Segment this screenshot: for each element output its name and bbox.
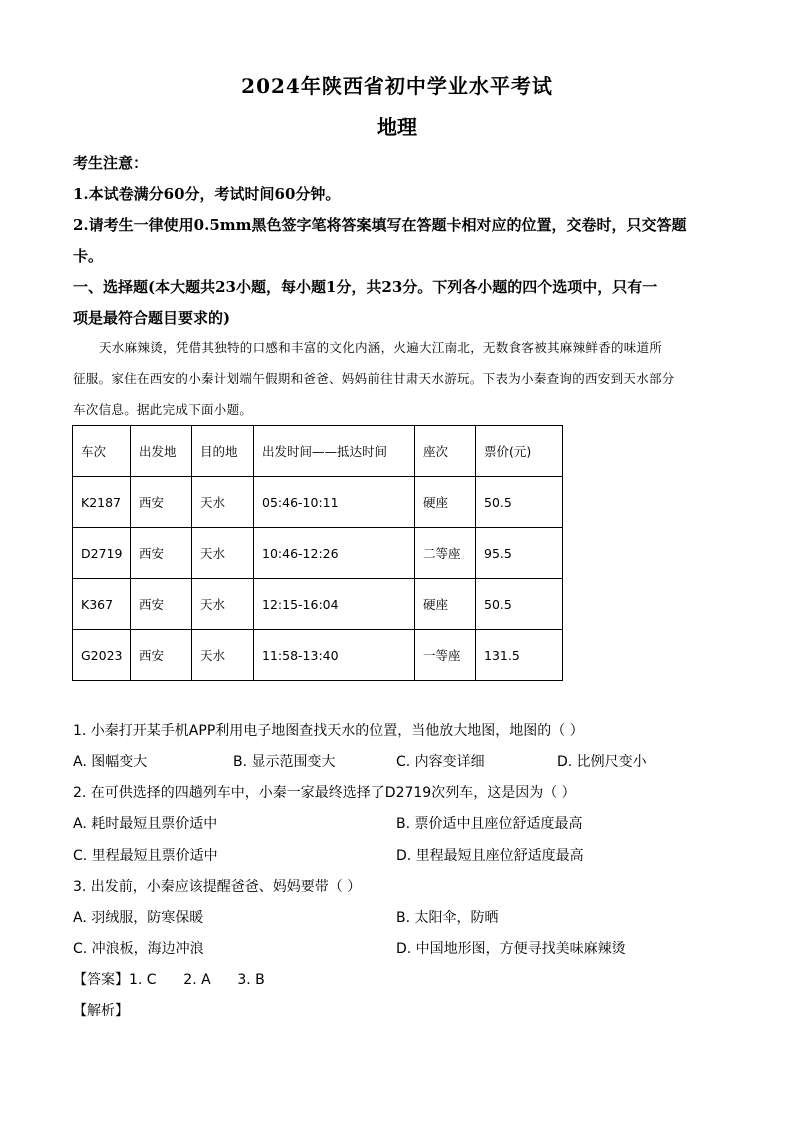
passage-line-1: 天水麻辣烫，凭借其独特的口感和丰富的文化内涵，火遍大江南北，无数食客被其麻辣鲜香的味道所 (99, 340, 663, 355)
question-2-option-d: D. 里程最短且座位舒适度最高 (396, 848, 584, 864)
table-cell: 天水 (192, 477, 254, 528)
table-cell: 西安 (131, 630, 192, 681)
question-3-stem: 3. 出发前，小秦应该提醒爸爸、妈妈要带（ ） (73, 879, 362, 895)
question-1-stem: 1. 小秦打开某手机APP利用电子地图查找天水的位置，当他放大地图，地图的（ ） (73, 723, 584, 739)
section-heading-line2: 项是最符合题目要求的) (73, 309, 231, 327)
notice-heading: 考生注意： (73, 154, 149, 172)
question-3-option-c: C. 冲浪板，海边冲浪 (73, 941, 204, 957)
notice-item-2-line2: 卡。 (73, 247, 104, 265)
table-cell: 11:58-13:40 (254, 630, 415, 681)
table-cell: 天水 (192, 528, 254, 579)
table-cell: 50.5 (476, 579, 563, 630)
table-row (73, 528, 563, 579)
table-header-row (73, 426, 563, 477)
header-cell: 票价(元) (476, 426, 563, 477)
table-cell: 硬座 (415, 579, 476, 630)
subject-title: 地理 (377, 115, 417, 139)
table-cell: 西安 (131, 477, 192, 528)
question-3-option-d: D. 中国地形图，方便寻找美味麻辣烫 (396, 941, 626, 957)
table-cell: 西安 (131, 528, 192, 579)
answer-label: 【答案】 (73, 972, 129, 988)
question-2-stem: 2. 在可供选择的四趟列车中，小秦一家最终选择了D2719次列车，这是因为（ ） (73, 785, 576, 801)
table-row (73, 477, 563, 528)
table-cell: 10:46-12:26 (254, 528, 415, 579)
passage-line-2: 征服。家住在西安的小秦计划端午假期和爸爸、妈妈前往甘肃天水游玩。下表为小秦查询的西安到天水部分 (73, 371, 675, 386)
answer-line (73, 969, 265, 989)
table-cell: 西安 (131, 579, 192, 630)
table-cell: K367 (73, 579, 131, 630)
question-2-option-c: C. 里程最短且票价适中 (73, 848, 218, 864)
table-cell: 天水 (192, 579, 254, 630)
question-1-option-b: B. 显示范围变大 (233, 754, 336, 770)
notice-item-2-line1: 2.请考生一律使用0.5mm黑色签字笔将答案填写在答题卡相对应的位置，交卷时，只交答题 (73, 216, 687, 234)
header-cell: 出发地 (131, 426, 192, 477)
table-cell: 天水 (192, 630, 254, 681)
table-cell: 05:46-10:11 (254, 477, 415, 528)
exam-title: 2024年陕西省初中学业水平考试 (241, 74, 553, 98)
table-row (73, 579, 563, 630)
question-1-option-c: C. 内容变详细 (396, 754, 485, 770)
header-cell: 车次 (73, 426, 131, 477)
table-cell: G2023 (73, 630, 131, 681)
passage (73, 332, 723, 425)
analysis-label: 【解析】 (73, 1003, 129, 1019)
header-cell: 出发时间——抵达时间 (254, 426, 415, 477)
train-schedule-table (72, 425, 563, 681)
table-cell: 二等座 (415, 528, 476, 579)
question-3-option-a: A. 羽绒服，防寒保暖 (73, 910, 204, 926)
table-row (73, 630, 563, 681)
question-1-option-d: D. 比例尺变小 (557, 754, 647, 770)
section-heading-line1: 一、选择题(本大题共23小题，每小题1分，共23分。下列各小题的四个选项中，只有一 (73, 278, 658, 296)
header-cell: 目的地 (192, 426, 254, 477)
table-cell: 12:15-16:04 (254, 579, 415, 630)
passage-line-3: 车次信息。据此完成下面小题。 (73, 402, 253, 417)
table-cell: 95.5 (476, 528, 563, 579)
table-cell: 131.5 (476, 630, 563, 681)
table-cell: 硬座 (415, 477, 476, 528)
question-3-option-b: B. 太阳伞，防晒 (396, 910, 499, 926)
question-2-option-b: B. 票价适中且座位舒适度最高 (396, 816, 583, 832)
header-cell: 座次 (415, 426, 476, 477)
question-2-option-a: A. 耗时最短且票价适中 (73, 816, 218, 832)
notice-item-1: 1.本试卷满分60分，考试时间60分钟。 (73, 185, 341, 203)
table-cell: 50.5 (476, 477, 563, 528)
answer-text: 1. C 2. A 3. B (129, 972, 265, 988)
table-cell: D2719 (73, 528, 131, 579)
table-cell: K2187 (73, 477, 131, 528)
question-1-option-a: A. 图幅变大 (73, 754, 148, 770)
table-cell: 一等座 (415, 630, 476, 681)
